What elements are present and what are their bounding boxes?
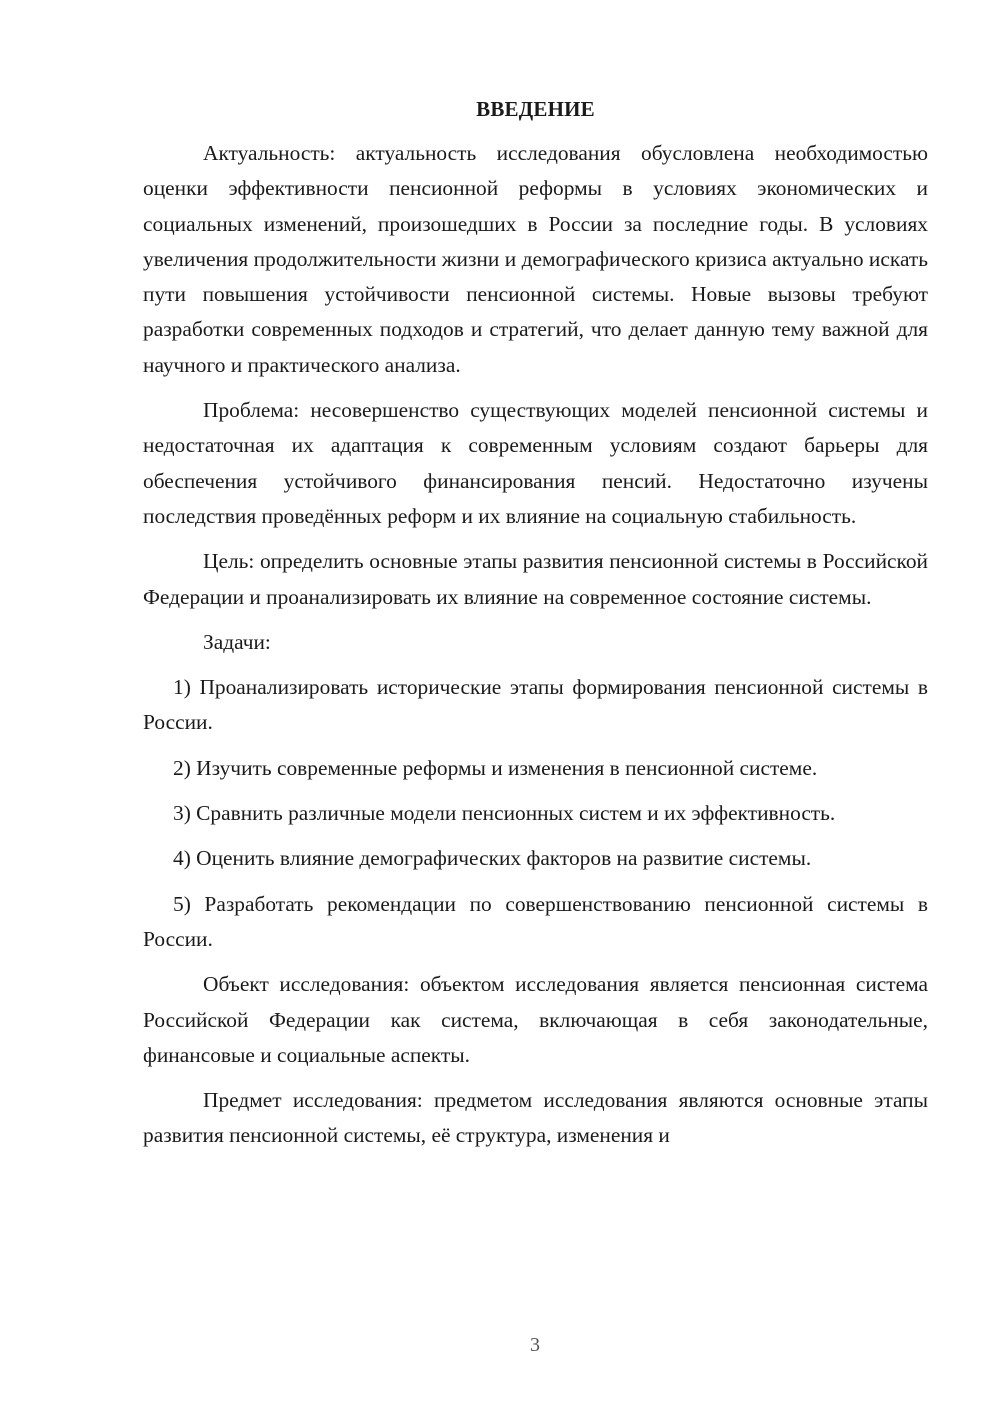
- task-item-4: 4) Оценить влияние демографических факторов на развитие системы.: [173, 846, 812, 871]
- paragraph-tasks-label: Задачи:: [203, 629, 271, 654]
- paragraph-goal: Цель: определить основные этапы развития пенсионной системы в Российской Федерации и проанализировать их влияние на современное состояние системы.: [143, 549, 928, 609]
- task-item-1: 1) Проанализировать исторические этапы формирования пенсионной системы в России.: [143, 675, 928, 735]
- paragraph-subject: Предмет исследования: предметом исследования являются основные этапы развития пенсионной системы, её структура, изменения и: [143, 1088, 928, 1148]
- task-item-3: 3) Сравнить различные модели пенсионных систем и их эффективность.: [173, 801, 836, 826]
- paragraph-problem: Проблема: несовершенство существующих моделей пенсионной системы и недостаточная их адаптация к современным условиям создают барьеры для обеспечения устойчивого финансирования пенсий. Недостаточно изучены последствия проведённых реформ и их влияние на социальную стабильность.: [143, 398, 928, 528]
- paragraph-relevance: Актуальность: актуальность исследования обусловлена необходимостью оценки эффективности пенсионной реформы в условиях экономических и социальных изменений, произошедших в России за последние годы. В условиях увеличения продолжительности жизни и демографического кризиса актуально искать пути повышения устойчивости пенсионной системы. Новые вызовы требуют разработки современных подходов и стратегий, что делает данную тему важной для научного и практического анализа.: [143, 141, 928, 377]
- page-number: 3: [530, 1334, 540, 1356]
- paragraph-object: Объект исследования: объектом исследования является пенсионная система Российской Федерации как система, включающая в себя законодательные, финансовые и социальные аспекты.: [143, 972, 928, 1067]
- task-item-2: 2) Изучить современные реформы и изменения в пенсионной системе.: [173, 755, 818, 780]
- task-item-5: 5) Разработать рекомендации по совершенствованию пенсионной системы в России.: [143, 891, 928, 951]
- document-page: [143, 96, 928, 1164]
- section-heading: ВВЕДЕНИЕ: [476, 97, 595, 121]
